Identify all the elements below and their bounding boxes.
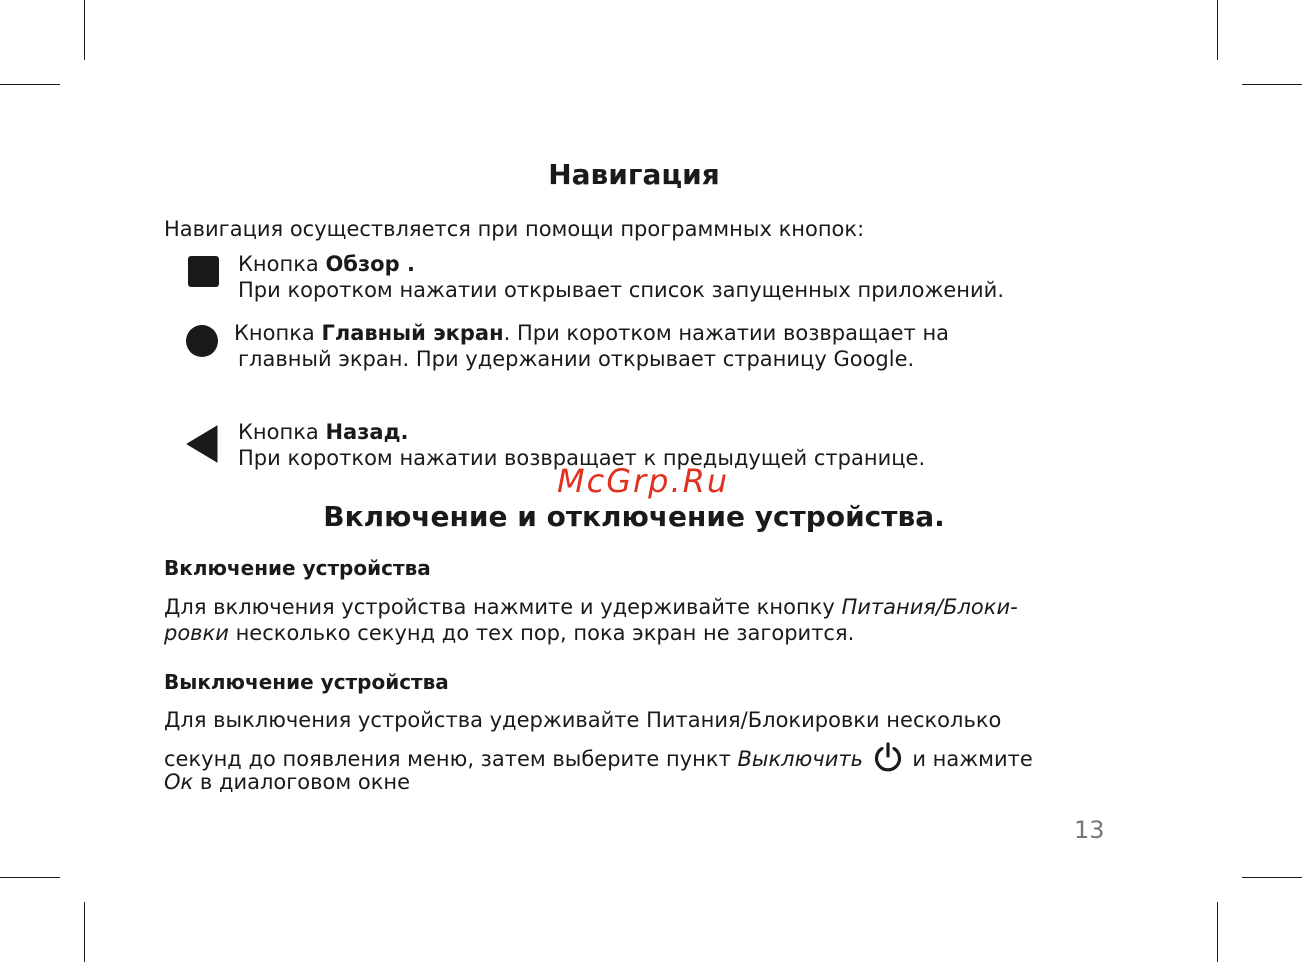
crop-mark xyxy=(1217,902,1218,962)
back-button-label: Кнопка Назад. xyxy=(238,420,409,444)
navigation-title: Навигация xyxy=(548,158,720,191)
home-button-desc: главный экран. При удержании открывает страницу Google. xyxy=(238,347,915,371)
page-number: 13 xyxy=(1074,816,1105,844)
power-icon xyxy=(872,741,904,773)
crop-mark xyxy=(0,877,60,878)
power-off-text-line1: Для выключения устройства удерживайте Питания/Блокировки несколько xyxy=(164,708,1002,732)
power-on-heading: Включение устройства xyxy=(164,556,431,580)
circle-icon xyxy=(186,325,218,357)
navigation-intro: Навигация осуществляется при помощи программных кнопок: xyxy=(164,217,865,241)
overview-button-desc: При коротком нажатии открывает список запущенных приложений. xyxy=(238,278,1005,302)
crop-mark xyxy=(1242,84,1302,85)
crop-mark xyxy=(1242,877,1302,878)
triangle-left-icon xyxy=(186,425,218,463)
overview-button-label: Кнопка Обзор . xyxy=(238,252,415,276)
power-on-text-line1: Для включения устройства нажмите и удерживайте кнопку Питания/Блоки- xyxy=(164,595,1018,619)
power-off-heading: Выключение устройства xyxy=(164,670,449,694)
crop-mark xyxy=(84,0,85,60)
home-button-label: Кнопка Главный экран. При коротком нажатии возвращает на xyxy=(234,321,950,345)
power-off-text-line2: секунд до появления меню, затем выберите пункт Выключить и нажмите xyxy=(164,741,1033,773)
power-off-text-line3: Ок в диалоговом окне xyxy=(164,770,411,794)
watermark: McGrp.Ru xyxy=(557,462,730,500)
power-title: Включение и отключение устройства. xyxy=(323,500,945,533)
crop-mark xyxy=(84,902,85,962)
crop-mark xyxy=(0,84,60,85)
crop-mark xyxy=(1217,0,1218,60)
back-button-desc: При коротком нажатии возвращает к предыдущей странице. xyxy=(238,446,926,470)
power-on-text-line2: ровки несколько секунд до тех пор, пока экран не загорится. xyxy=(164,621,855,645)
square-icon xyxy=(188,256,219,287)
